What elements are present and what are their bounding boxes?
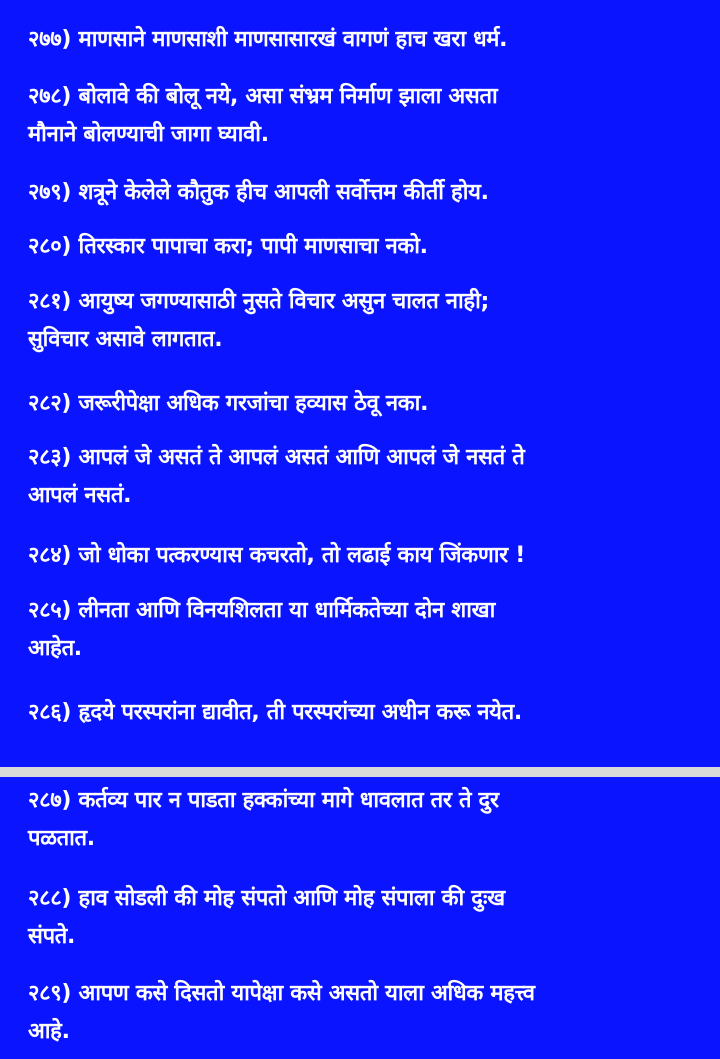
quote-283 (28, 439, 698, 515)
quote-288 (28, 880, 698, 956)
quote-line: पळतात. (28, 826, 95, 851)
quote-line: २८७) कर्तव्य पार न पाडता हक्कांच्या मागे धावलात तर ते दुर (28, 788, 499, 813)
quote-line: २८६) हृदये परस्परांना द्यावीत, ती परस्परांच्या अधीन करू नयेत. (28, 700, 522, 725)
quote-289 (28, 975, 698, 1051)
quote-line: सुविचार असावे लागतात. (28, 327, 223, 352)
quote-line: आहे. (28, 1019, 70, 1044)
quote-286 (28, 694, 698, 732)
quote-line: २८३) आपलं जे असतं ते आपलं असतं आणि आपलं जे नसतं ते (28, 445, 525, 470)
quote-277 (28, 21, 698, 59)
quote-line: २८८) हाव सोडली की मोह संपतो आणि मोह संपाला की दुःख (28, 886, 505, 911)
quotes-panel-bottom (0, 777, 720, 1059)
quote-line: २८०) तिरस्कार पापाचा करा; पापी माणसाचा नको. (28, 234, 428, 259)
quote-279 (28, 174, 698, 212)
section-divider (0, 767, 720, 777)
quote-278 (28, 78, 698, 154)
quote-285 (28, 592, 698, 668)
quote-287 (28, 782, 698, 858)
quote-line: आपलं नसतं. (28, 483, 132, 508)
quote-280 (28, 228, 698, 266)
quote-282 (28, 385, 698, 423)
quote-line: २८२) जरूरीपेक्षा अधिक गरजांचा हव्यास ठेवू नका. (28, 391, 429, 416)
quote-281 (28, 283, 698, 359)
quote-line: मौनाने बोलण्याची जागा घ्यावी. (28, 122, 269, 147)
quote-line: २८९) आपण कसे दिसतो यापेक्षा कसे असतो याला अधिक महत्त्व (28, 981, 535, 1006)
quote-line: आहेत. (28, 636, 82, 661)
quote-line: संपते. (28, 924, 76, 949)
quote-line: २८४) जो धोका पत्करण्यास कचरतो, तो लढाई काय जिंकणार ! (28, 543, 525, 568)
quote-line: २७९) शत्रूने केलेले कौतुक हीच आपली सर्वोत्तम कीर्ती होय. (28, 180, 489, 205)
quote-line: २७७) माणसाने माणसाशी माणसासारखं वागणं हाच खरा धर्म. (28, 27, 508, 52)
quote-line: २८५) लीनता आणि विनयशिलता या धार्मिकतेच्या दोन शाखा (28, 598, 496, 623)
quote-line: २७८) बोलावे की बोलू नये, असा संभ्रम निर्माण झाला असता (28, 84, 498, 109)
quote-line: २८१) आयुष्य जगण्यासाठी नुसते विचार असुन चालत नाही; (28, 289, 489, 314)
quote-284 (28, 537, 698, 575)
